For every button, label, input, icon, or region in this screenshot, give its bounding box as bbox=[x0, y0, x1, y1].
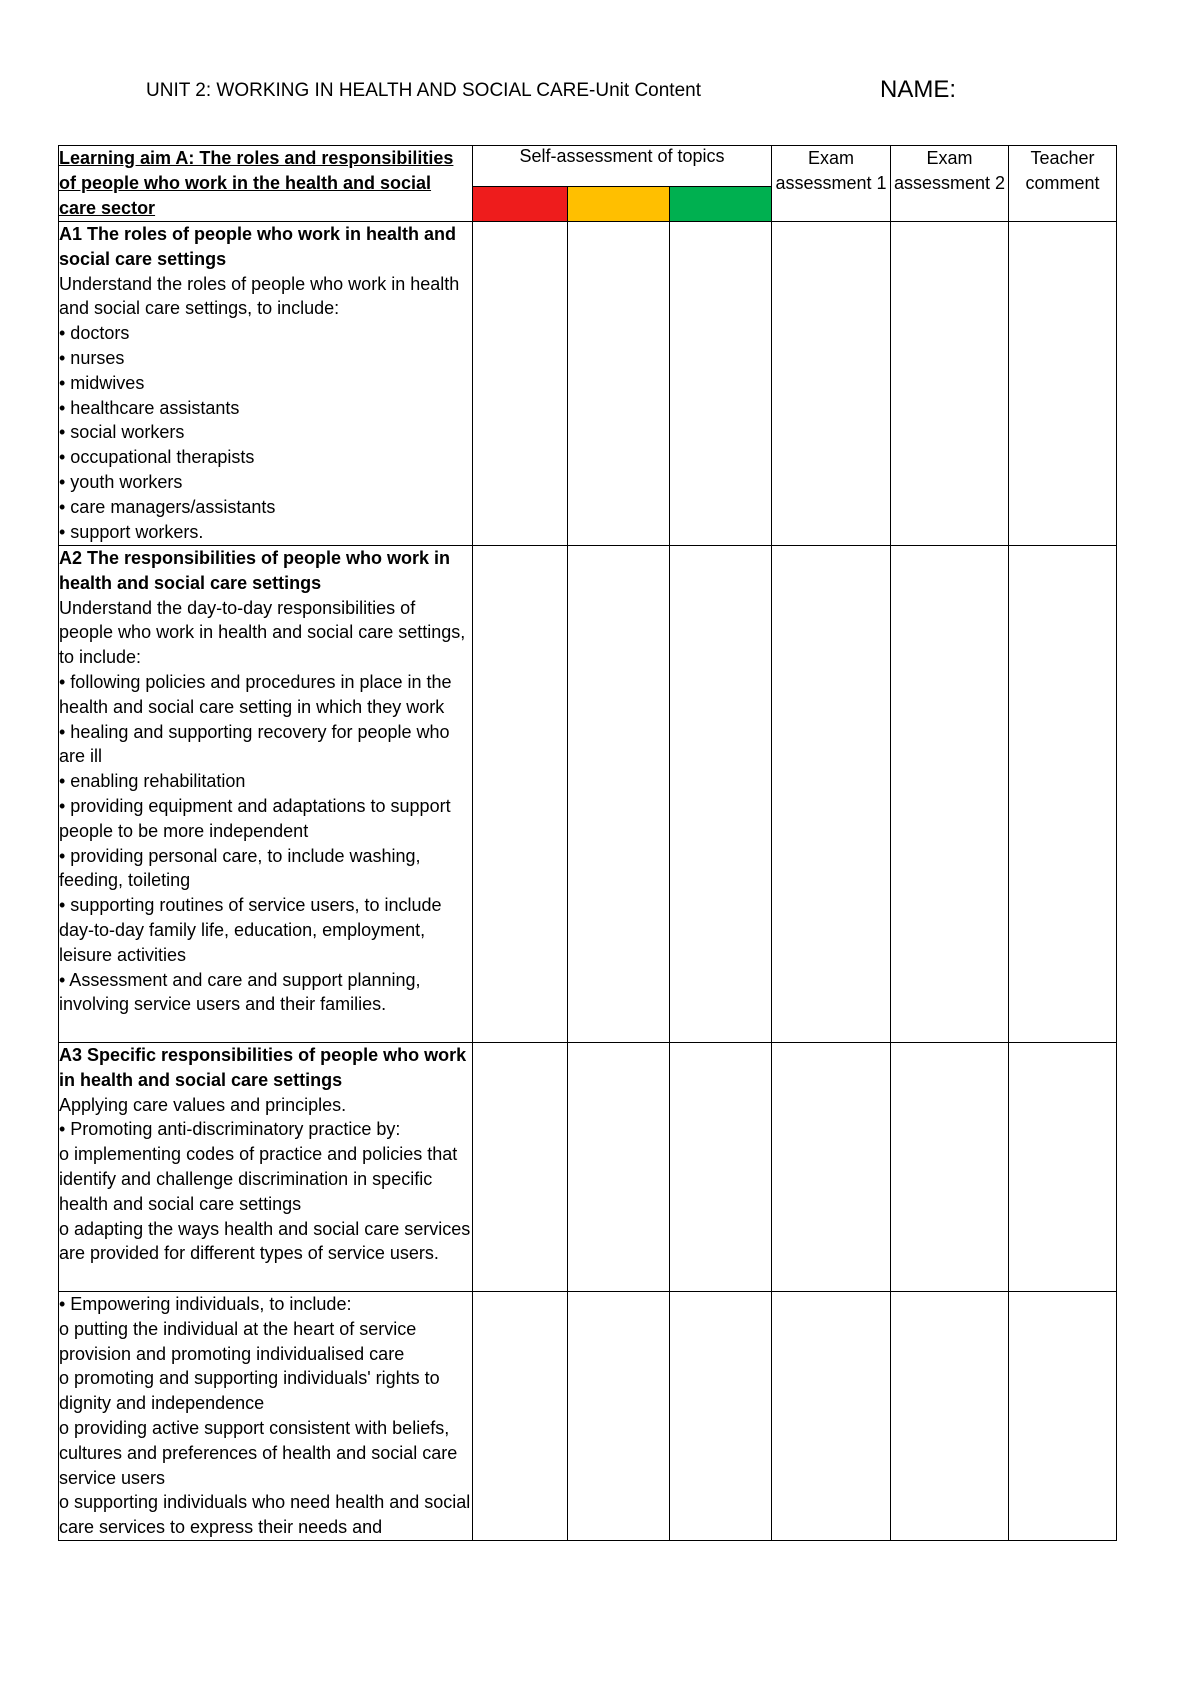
topic-line: • providing equipment and adaptations to support people to be more independent bbox=[59, 795, 451, 841]
topic-line: • occupational therapists bbox=[59, 447, 255, 468]
green-assessment-cell[interactable] bbox=[670, 1292, 772, 1541]
topic-line: o adapting the ways health and social care services are provided for different types of service users. bbox=[59, 1218, 471, 1264]
red-assessment-cell[interactable] bbox=[473, 1043, 568, 1292]
green-assessment-cell[interactable] bbox=[670, 546, 772, 1043]
topic-line: o promoting and supporting individuals' rights to dignity and independence bbox=[59, 1368, 440, 1414]
topic-line: • providing personal care, to include washing, feeding, toileting bbox=[59, 845, 421, 891]
topic-cell-a2 bbox=[59, 546, 473, 1043]
topic-line: o supporting individuals who need health and social care services to express their needs and bbox=[59, 1492, 471, 1538]
topic-line: • nurses bbox=[59, 347, 125, 368]
rag-amber-header bbox=[568, 187, 670, 222]
topic-line: o implementing codes of practice and policies that identify and challenge discrimination in specific health and social care settings bbox=[59, 1144, 458, 1214]
rag-red-header bbox=[473, 187, 568, 222]
exam-2-cell[interactable] bbox=[891, 1292, 1009, 1541]
red-assessment-cell[interactable] bbox=[473, 1292, 568, 1541]
teacher-comment-cell[interactable] bbox=[1009, 222, 1117, 546]
teacher-comment-cell[interactable] bbox=[1009, 546, 1117, 1043]
self-assessment-heading: Self-assessment of topics bbox=[473, 146, 772, 187]
table-row bbox=[59, 546, 1117, 1043]
topic-line: o providing active support consistent with beliefs, cultures and preferences of health and social care service users bbox=[59, 1417, 458, 1488]
green-assessment-cell[interactable] bbox=[670, 1043, 772, 1292]
topic-cell-a3-continued bbox=[59, 1292, 473, 1541]
table-row bbox=[59, 1292, 1117, 1541]
unit-content-table bbox=[58, 145, 1117, 1541]
topic-line: Understand the day-to-day responsibilities of people who work in health and social care settings, to include: bbox=[59, 597, 466, 668]
topic-line: • support workers. bbox=[59, 521, 204, 542]
topic-line: • doctors bbox=[59, 323, 130, 344]
exam-assessment-2-heading: Exam assessment 2 bbox=[891, 146, 1009, 222]
topic-line: • midwives bbox=[59, 372, 145, 393]
exam-2-cell[interactable] bbox=[891, 546, 1009, 1043]
table-row bbox=[59, 222, 1117, 546]
exam-1-cell[interactable] bbox=[772, 222, 891, 546]
topic-line: Understand the roles of people who work in health and social care settings, to include: bbox=[59, 273, 460, 319]
amber-assessment-cell[interactable] bbox=[568, 1292, 670, 1541]
topic-heading: A3 Specific responsibilities of people who work in health and social care settings bbox=[59, 1045, 467, 1090]
exam-2-cell[interactable] bbox=[891, 222, 1009, 546]
exam-1-cell[interactable] bbox=[772, 546, 891, 1043]
topic-line: • enabling rehabilitation bbox=[59, 771, 246, 792]
topic-line: • supporting routines of service users, to include day-to-day family life, education, employment, leisure activities bbox=[59, 895, 442, 965]
topic-line: • Assessment and care and support planning, involving service users and their families. bbox=[59, 969, 421, 1015]
amber-assessment-cell[interactable] bbox=[568, 1043, 670, 1292]
amber-assessment-cell[interactable] bbox=[568, 222, 670, 546]
topic-line: • following policies and procedures in place in the health and social care setting in which they work bbox=[59, 671, 452, 717]
topic-heading: A2 The responsibilities of people who work in health and social care settings bbox=[59, 548, 451, 593]
topic-heading: A1 The roles of people who work in health and social care settings bbox=[59, 224, 457, 269]
green-assessment-cell[interactable] bbox=[670, 222, 772, 546]
teacher-comment-cell[interactable] bbox=[1009, 1292, 1117, 1541]
teacher-comment-cell[interactable] bbox=[1009, 1043, 1117, 1292]
rag-green-header bbox=[670, 187, 772, 222]
topic-line: • Promoting anti-discriminatory practice by: bbox=[59, 1119, 401, 1140]
teacher-comment-heading: Teacher comment bbox=[1009, 146, 1117, 222]
topic-line: • healing and supporting recovery for people who are ill bbox=[59, 721, 450, 767]
topic-cell-a1 bbox=[59, 222, 473, 546]
document-title: UNIT 2: WORKING IN HEALTH AND SOCIAL CARE-Unit Content bbox=[146, 80, 701, 101]
exam-1-cell[interactable] bbox=[772, 1043, 891, 1292]
exam-2-cell[interactable] bbox=[891, 1043, 1009, 1292]
topic-line: • Empowering individuals, to include: bbox=[59, 1294, 352, 1314]
table-row bbox=[59, 1043, 1117, 1292]
red-assessment-cell[interactable] bbox=[473, 222, 568, 546]
learning-aim-heading: Learning aim A: The roles and responsibilities of people who work in the health and social care sector bbox=[59, 146, 473, 222]
topic-line: • social workers bbox=[59, 422, 185, 443]
topic-line: • healthcare assistants bbox=[59, 397, 240, 418]
amber-assessment-cell[interactable] bbox=[568, 546, 670, 1043]
red-assessment-cell[interactable] bbox=[473, 546, 568, 1043]
topic-line: Applying care values and principles. bbox=[59, 1094, 347, 1115]
exam-1-cell[interactable] bbox=[772, 1292, 891, 1541]
exam-assessment-1-heading: Exam assessment 1 bbox=[772, 146, 891, 222]
topic-cell-a3 bbox=[59, 1043, 473, 1292]
name-label: NAME: bbox=[880, 76, 957, 103]
topic-line: o putting the individual at the heart of service provision and promoting individualised care bbox=[59, 1318, 417, 1364]
topic-line: • care managers/assistants bbox=[59, 496, 276, 517]
topic-line: • youth workers bbox=[59, 471, 183, 492]
